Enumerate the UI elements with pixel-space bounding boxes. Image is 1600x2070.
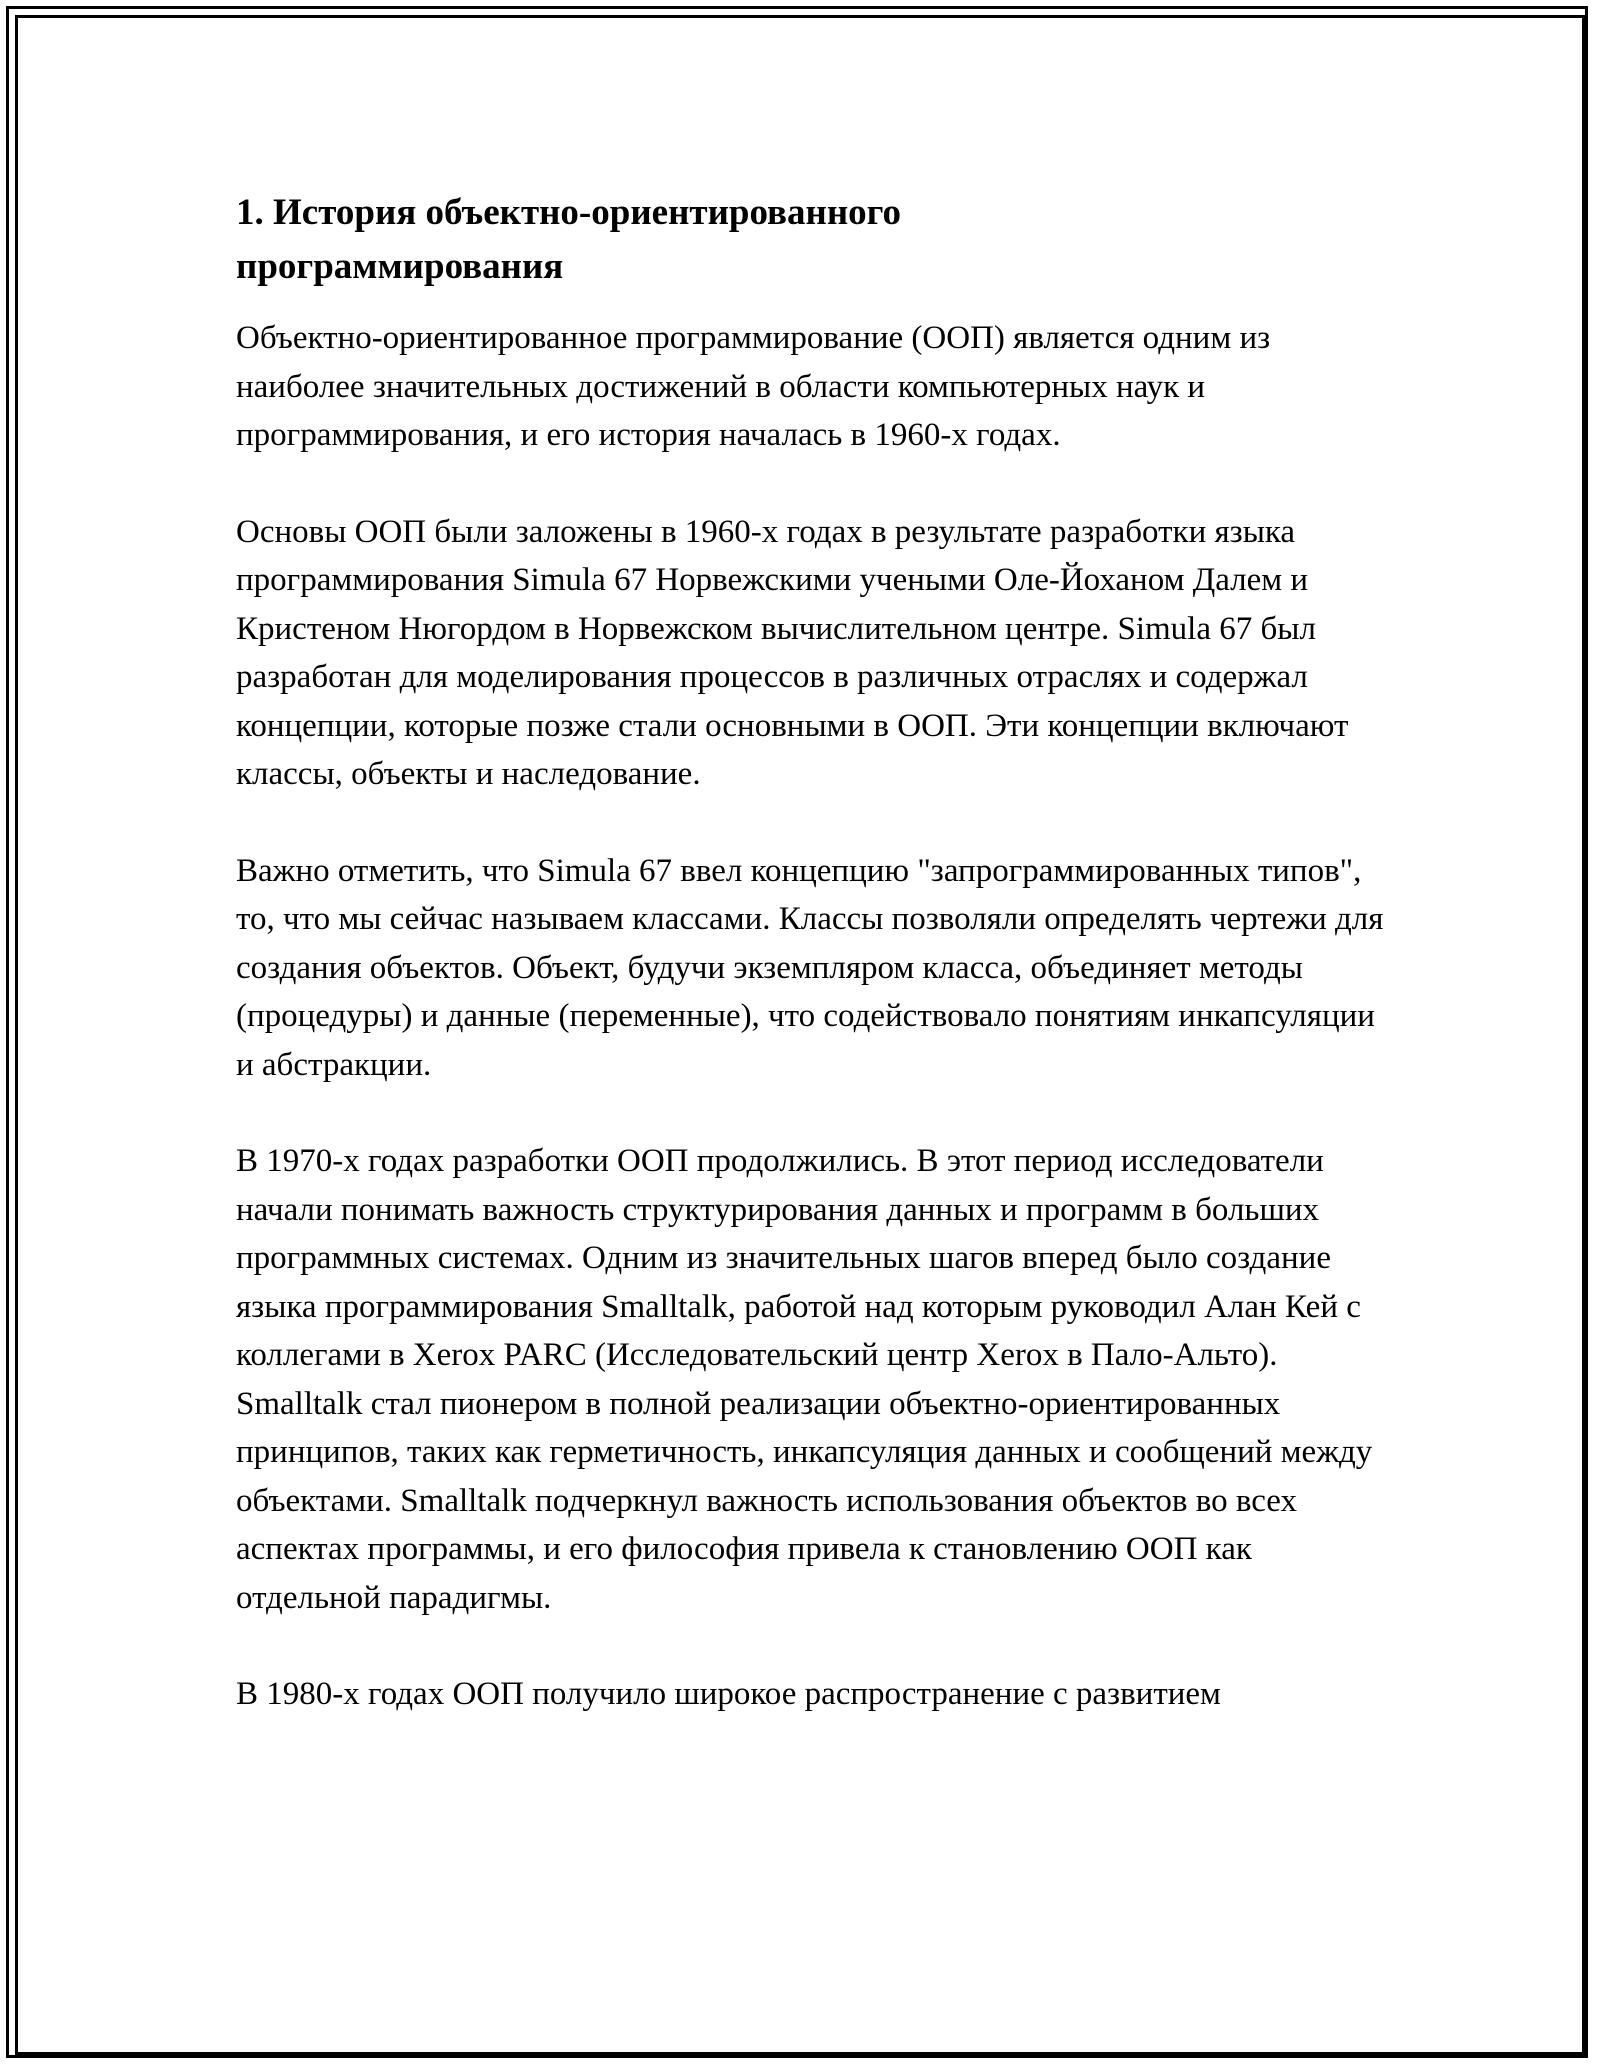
section-heading: 1. История объектно-ориентированного программирования: [236, 192, 902, 287]
paragraph-smalltalk: В 1970-х годах разработки ООП продолжились. В этот период исследователи начали понимать важность структурирования данных и программ в больших программных системах. Одним из значительных шагов вперед было создание языка программирования Smalltalk, работой над которым руководил Алан Кей с коллегами в Xerox PARC (Исследовательский центр Xerox в Пало-Альто). Smalltalk стал пионером в полной реализации объектно-ориентированных принципов, таких как герметичность, инкапсуляция данных и сообщений между объектами. Smalltalk подчеркнул важность использования объектов во всех аспектах программы, и его философия привела к становлению ООП как отдельной парадигмы.: [236, 1143, 1373, 1616]
document-body: [236, 186, 1396, 1767]
paragraph-classes: Важно отметить, что Simula 67 ввел концепцию "запрограммированных типов", то, что мы сейчас называем классами. Классы позволяли определять чертежи для создания объектов. Объект, будучи экземпляром класса, объединяет методы (процедуры) и данные (переменные), что содействовало понятиям инкапсуляции и абстракции.: [236, 852, 1384, 1083]
paragraph-intro: Объектно-ориентированное программирование (ООП) является одним из наиболее значительных достижений в области компьютерных наук и программирования, и его история началась в 1960-х годах.: [236, 320, 1271, 453]
paragraph-1980s: В 1980-х годах ООП получило широкое распространение с развитием: [236, 1676, 1221, 1712]
paragraph-simula: Основы ООП были заложены в 1960-х годах в результате разработки языка программирования Simula 67 Норвежскими учеными Оле-Йоханом Далем и Кристеном Нюгордом в Норвежском вычислительном центре. Simula 67 был разработан для моделирования процессов в различных отраслях и содержал концепции, которые позже стали основными в ООП. Эти концепции включают классы, объекты и наследование.: [236, 513, 1349, 792]
